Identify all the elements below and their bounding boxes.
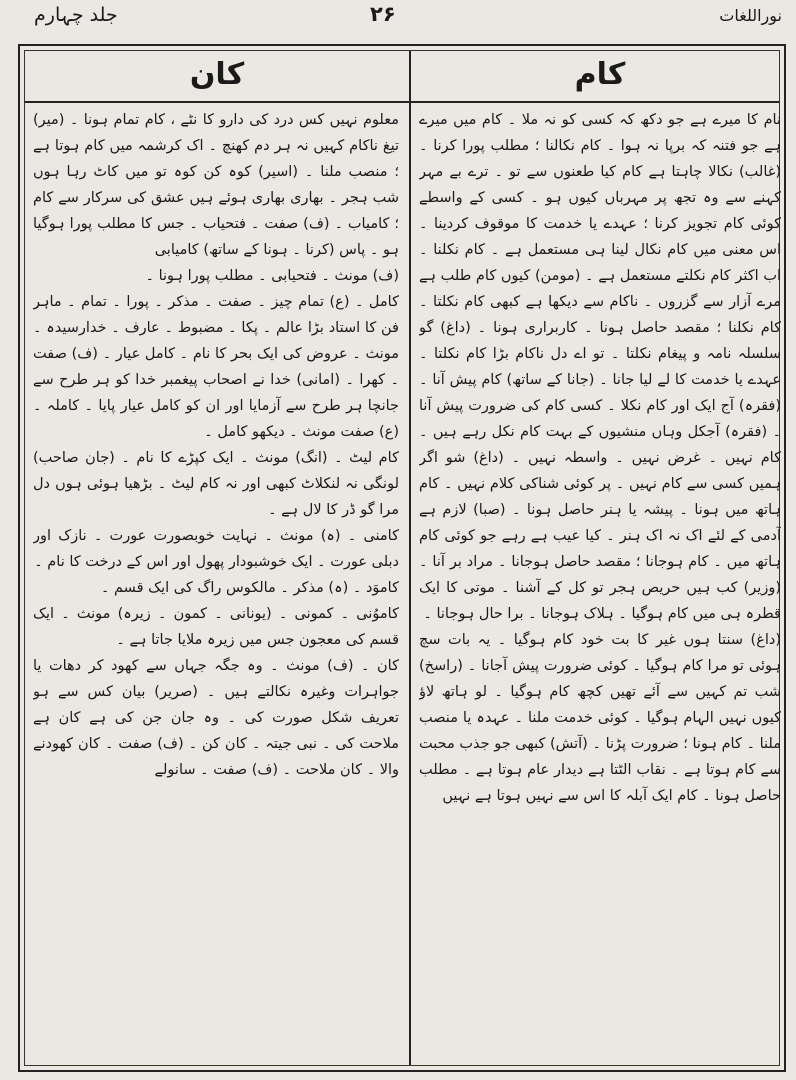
page-frame [18,44,786,1072]
left-paragraph: (ف) مونث ۔ فتحیابی ۔ مطلب پورا ہونا ۔ [145,268,399,284]
left-paragraph: کاموَد ۔ (ہ) مذکر ۔ مالکوس راگ کی ایک قسم ۔ [100,580,399,596]
right-column-text [419,107,781,1059]
page-frame-inner [24,50,780,1066]
left-paragraph: کام لیٹ ۔ (انگ) مونث ۔ ایک کپڑے کا نام ۔ (جان صاحب) لونگی نہ لنکلاٹ کبھی اور نہ کام لیٹ ۔ بڑھیا ہوئی ہوں دل مرا گو ڈر کا لال ہے ۔ [33,450,399,518]
left-paragraph: کامنی ۔ (ہ) مونث ۔ نہایت خوبصورت عورت ۔ نازک اور دبلی عورت ۔ ایک خوشبودار پھول اور اس کے درخت کا نام ۔ [33,528,399,570]
volume-label: جلد چہارم [34,4,118,26]
right-paragraph: نام کا میرے ہے جو دکھ کہ کسی کو نہ ملا ۔ کام میں میرے ہے جو فتنہ کہ برپا نہ ہوا ۔ کام نکالنا ؛ مطلب پورا کرنا ۔ (غالب) نکالا چاہتا ہے کام کیا طعنوں سے تو ۔ ترے بے مہر کہنے سے وہ تجھ پر مہرباں کیوں ہو ۔ کسی کے واسطے کوئی کام تجویز کرنا ؛ عہدے یا خدمت کا موقوف کردینا ۔ اس معنی میں کام نکال لینا ہی مستعمل ہے ۔ کام نکلنا ۔ اب اکثر کام نکلتے مستعمل ہے ۔ (مومن) کیوں کام طلب ہے مرے آزار سے گزروں ۔ ناکام سے دیکھا ہے کبھی کام نکلتا ۔ کام نکلنا ؛ مقصد حاصل ہونا ۔ کاربراری ہونا ۔ (داغ) گو سلسلہ نامہ و پیغام نکلتا ۔ تو اے دل ناکام بڑا کام نکلتا ۔ عہدے یا خدمت کا لے لیا جانا ۔ (جانا کے ساتھ) کام پیش آنا ۔ (فقرہ) آج ایک اور کام نکلا ۔ کسی کام کی ضرورت پیش آنا ۔ (فقرہ) آجکل وہاں منشیوں کے بہت کام نکل رہے ہیں ۔ کام نہیں ۔ غرض نہیں ۔ واسطہ نہیں ۔ (داغ) شو اگر ہمیں کسی سے کام نہیں ۔ پر کوئی شناکی کلام نہیں ۔ کام ہاتھ میں ہونا ۔ پیشہ یا ہنر حاصل ہونا ۔ (صبا) لازم ہے آدمی کے لئے اک نہ اک ہنر ۔ کیا عیب ہے رہے جو کوئی کام ہاتھ میں ۔ کام ہوجانا ؛ مقصد حاصل ہوجانا ۔ مراد بر آنا ۔ (وزیر) کب ہیں حریص ہجر تو کل کے آشنا ۔ موتی کا ایک قطرہ ہی میں کام ہوگیا ۔ ہلاک ہوجانا ۔ برا حال ہوجانا ۔ [419,112,781,622]
book-title: نوراللغات [719,6,782,25]
page-header [0,0,796,42]
left-column-title: کان [189,57,245,92]
column-divider [409,51,411,1065]
title-divider [25,101,779,103]
left-paragraph: کامل ۔ (ع) تمام چیز ۔ صفت ۔ مذکر ۔ پورا ۔ تمام ۔ ماہر فن کا استاد بڑا عالم ۔ پکا ۔ مضبوط ۔ عارف ۔ خدارسیدہ ۔ مونث ۔ عروض کی ایک بحر کا نام ۔ کامل عیار ۔ (ف) صفت ۔ کھرا ۔ (امانی) خدا نے اصحاب پیغمبر خدا کو ہر طرح سے جانچا ہر طرح سے آزمایا اور ان کو کامل عیار پایا ۔ کاملہ ۔ (ع) صفت مونث ۔ دیکھو کامل ۔ [33,294,399,440]
page-number: ۲۶ [370,2,396,26]
right-column-title: کام [574,57,626,92]
left-column-text [33,107,399,1059]
left-paragraph: کان ۔ (ف) مونث ۔ وہ جگہ جہاں سے کھود کر دھات یا جواہرات وغیرہ نکالتے ہیں ۔ (صریر) بیان کس سے ہو تعریف شکل صورت کی ۔ وہ جان جن کی ہے کان ہے ملاحت کی ۔ نبی جیتہ ۔ کان کن ۔ (ف) صفت ۔ کان کھودنے والا ۔ کان ملاحت ۔ (ف) صفت ۔ سانولے [33,658,399,778]
left-paragraph: کاموُنی ۔ کمونی ۔ (یونانی ۔ کمون ۔ زیرہ) مونث ۔ ایک قسم کی معجون جس میں زیرہ ملایا جاتا ہے ۔ [33,606,399,648]
left-paragraph: معلوم نہیں کس درد کی دارو کا نٹے ، کام تمام ہونا ۔ (میر) تیغ ناکام کہیں نہ ہر دم کھنچ ۔ اک کرشمہ میں کام ہوتا ہے ؛ منصب ملنا ۔ (اسیر) کوہ کن کوہ تو میں کاٹ رہا ہوں شب ہجر ۔ بھاری بھاری ہوئے ہیں عشق کی سرکار سے کام ؛ کامیاب ۔ (ف) صفت ۔ فتحیاب ۔ جس کا مطلب پورا ہوگیا ہو ۔ پاس (کرنا ۔ ہونا کے ساتھ) کامیابی [33,112,399,258]
right-paragraph: (داغ) سنتا ہوں غیر کا بت خود کام ہوگیا ۔ یہ بات سچ ہوئی تو مرا کام ہوگیا ۔ کوئی ضرورت پیش آجانا ۔ (راسخ) شب تم کہیں سے آئے تھیں کچھ کام ہوگیا ۔ لو ہاتھ لاؤ کیوں نہیں الہام ہوگیا ۔ کوئی خدمت ملنا ۔ عہدہ یا منصب ملنا ۔ کام ہونا ؛ ضرورت پڑنا ۔ (آتش) کبھی جو جذب محبت سے کام ہوتا ہے ۔ نقاب الٹتا ہے دیدار عام ہوتا ہے ۔ مطلب حاصل ہونا ۔ کام ایک آبلہ کا اس سے نہیں ہوتا ہے نہیں [419,632,781,804]
